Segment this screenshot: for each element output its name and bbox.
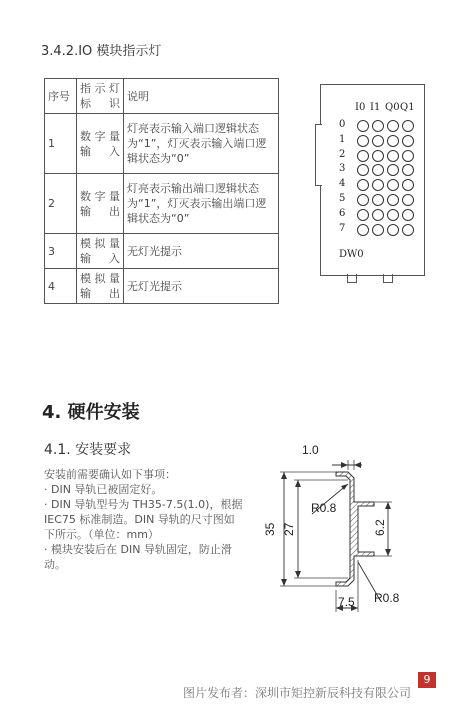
install-requirements — [44, 467, 244, 572]
dim-slot: 6.2 — [373, 519, 387, 536]
panel-clip — [315, 124, 322, 186]
table-row — [45, 234, 279, 269]
row-indicator: 模拟量输入 — [77, 234, 124, 269]
panel-row-label: 2 — [339, 148, 346, 160]
dim-depth: 7.5 — [338, 595, 355, 609]
row-desc: 灯亮表示输出端口逻辑状态为“1”，灯灭表示输出端口逻辑状态为“0” — [124, 174, 279, 234]
led-indicator — [357, 135, 369, 147]
table-header-row — [45, 79, 279, 114]
led-indicator — [387, 120, 399, 132]
panel-row-label: 6 — [339, 207, 346, 219]
panel-row-label: 7 — [339, 222, 346, 234]
panel-foot — [347, 274, 357, 283]
led-indicator — [387, 194, 399, 206]
panel-column-label: I0 — [355, 102, 366, 113]
led-indicator — [372, 194, 384, 206]
row-desc: 灯亮表示输入端口逻辑状态为“1”，灯灭表示输入端口逻辑状态为“0” — [124, 114, 279, 174]
io-indicator-table — [44, 78, 279, 304]
header-seq: 序号 — [45, 79, 77, 114]
led-indicator — [402, 209, 414, 221]
led-indicator — [372, 120, 384, 132]
table-row — [45, 174, 279, 234]
panel-foot — [383, 274, 393, 283]
led-indicator — [387, 209, 399, 221]
row-seq: 3 — [45, 234, 77, 269]
dim-height-total: 35 — [263, 522, 277, 536]
panel-column-label: I1 — [370, 102, 381, 113]
led-indicator — [357, 120, 369, 132]
panel-row-label: 1 — [339, 133, 346, 145]
led-indicator — [372, 150, 384, 162]
panel-row-label: 0 — [339, 119, 346, 130]
row-indicator: 模拟量输出 — [77, 269, 124, 304]
header-indicator: 指示灯标识 — [77, 79, 124, 114]
panel-row-label: 4 — [339, 178, 346, 190]
requirement-line: · DIN 导轨已被固定好。 — [44, 483, 163, 496]
header-desc: 说明 — [124, 79, 279, 114]
led-indicator — [357, 209, 369, 221]
dim-thickness: 1.0 — [302, 443, 319, 457]
led-indicator — [357, 150, 369, 162]
led-indicator — [372, 135, 384, 147]
section-title: 3.4.2.IO 模块指示灯 — [41, 44, 162, 59]
led-indicator — [402, 135, 414, 147]
row-seq: 2 — [45, 174, 77, 234]
led-indicator — [402, 224, 414, 236]
dim-radius-bottom: R0.8 — [374, 591, 400, 605]
row-desc: 无灯光提示 — [124, 269, 279, 304]
dim-height-inner: 27 — [282, 522, 296, 536]
install-heading: 4. 硬件安装 — [42, 402, 140, 423]
led-indicator — [357, 194, 369, 206]
panel-column-label: Q1 — [400, 102, 415, 113]
dim-radius-top: R0.8 — [311, 501, 337, 515]
din-rail-diagram — [262, 440, 422, 620]
page-number: 9 — [418, 672, 436, 688]
led-indicator — [372, 209, 384, 221]
row-indicator: 数字量输出 — [77, 174, 124, 234]
table-row — [45, 114, 279, 174]
led-indicator — [402, 120, 414, 132]
led-indicator — [387, 135, 399, 147]
led-indicator — [402, 194, 414, 206]
io-module-panel — [317, 84, 427, 282]
table-row — [45, 269, 279, 304]
led-indicator — [357, 224, 369, 236]
requirement-line: · DIN 导轨型号为 TH35-7.5(1.0)，根据 IEC75 标准制造。DIN 导轨的尺寸图如下所示。（单位：mm） — [44, 498, 243, 541]
row-indicator: 数字量输入 — [77, 114, 124, 174]
led-indicator — [387, 224, 399, 236]
requirement-line: · 模块安装后在 DIN 导轨固定，防止滑动。 — [44, 543, 232, 571]
requirement-line: 安装前需要确认如下事项： — [44, 468, 176, 481]
panel-row-label: 5 — [339, 193, 346, 204]
led-indicator — [387, 150, 399, 162]
panel-label: DW0 — [339, 249, 364, 260]
led-indicator — [402, 150, 414, 162]
publisher-credit: 图片发布者：深圳市矩控新辰科技有限公司 — [183, 686, 412, 700]
row-seq: 1 — [45, 114, 77, 174]
led-indicator — [372, 224, 384, 236]
panel-row-label: 3 — [339, 163, 346, 175]
row-desc: 无灯光提示 — [124, 234, 279, 269]
panel-column-label: Q0 — [385, 102, 400, 113]
install-subheading: 4.1. 安装要求 — [44, 442, 132, 458]
row-seq: 4 — [45, 269, 77, 304]
